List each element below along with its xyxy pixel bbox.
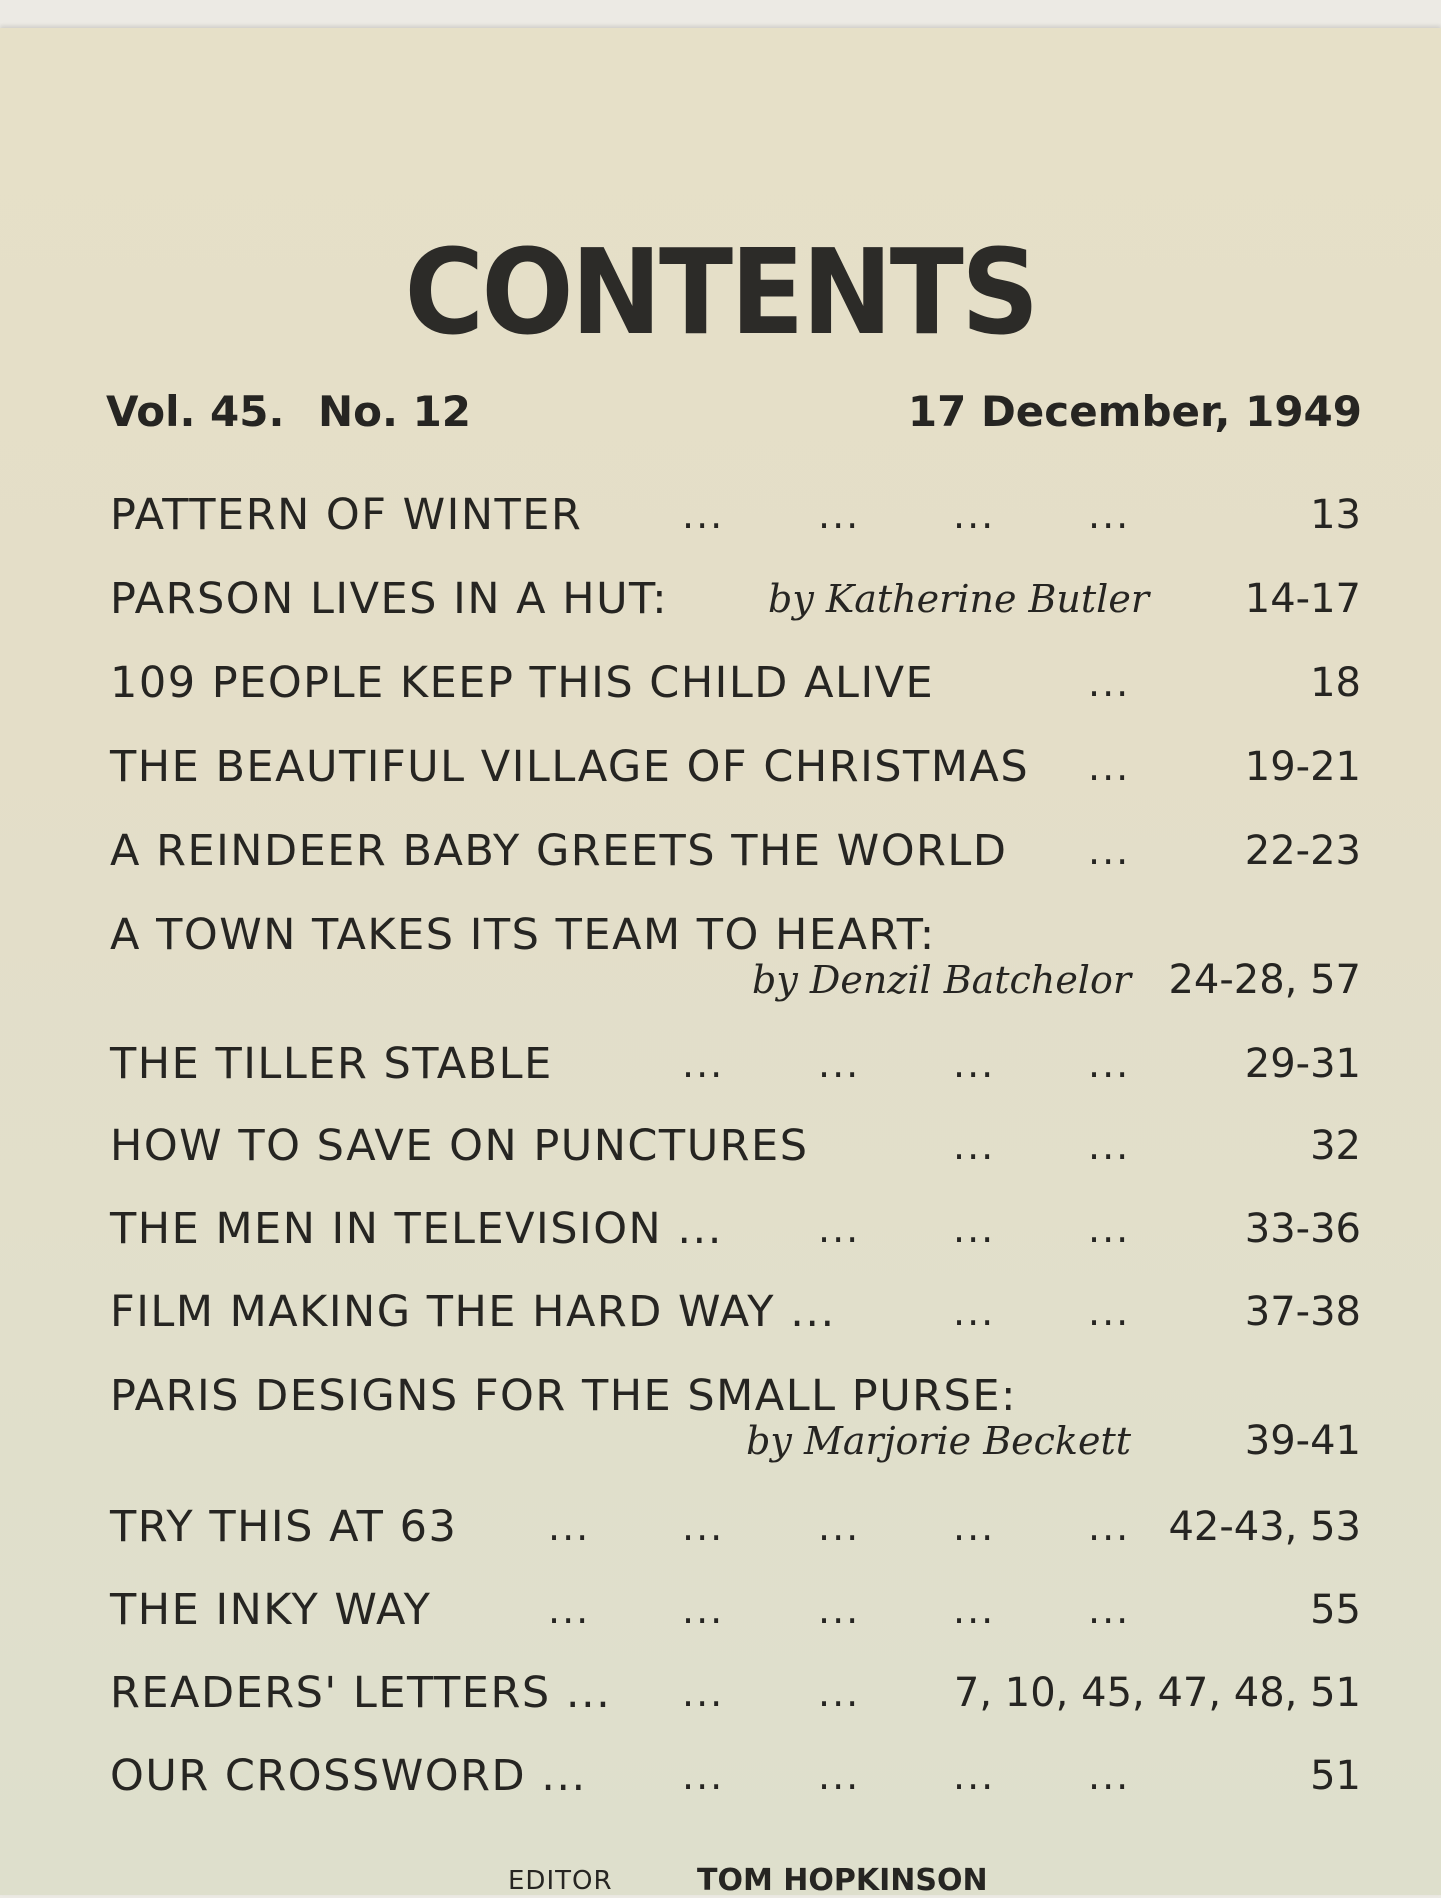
contents-title: CONTENTS [404, 223, 1037, 361]
issue-date: 17 December, 1949 [907, 387, 1362, 436]
leader-dots: ... [1088, 661, 1131, 705]
entry-title: FILM MAKING THE HARD WAY ... [110, 1287, 836, 1337]
leader-dots: ... [818, 1042, 861, 1086]
entry-title: PARSON LIVES IN A HUT: [110, 574, 669, 624]
contents-entry [110, 1204, 1361, 1254]
issue-number: No. 12 [318, 387, 472, 436]
leader-dots: ... [682, 1042, 725, 1086]
entry-title: READERS' LETTERS ... [110, 1668, 612, 1718]
contents-entry [110, 1371, 1361, 1421]
leader-dots: ... [1088, 1588, 1131, 1632]
entry-title: PATTERN OF WINTER [110, 490, 583, 540]
leader-dots: ... [818, 1754, 861, 1798]
entry-pages: 37-38 [1244, 1289, 1361, 1335]
leader-dots: ... [682, 493, 725, 537]
editor-credit [0, 1863, 1441, 1898]
entry-title: THE TILLER STABLE [110, 1039, 553, 1089]
leader-dots: ... [818, 1505, 861, 1549]
leader-dots: ... [953, 1042, 996, 1086]
contents-entry [110, 1668, 1361, 1718]
contents-entry [110, 1502, 1361, 1552]
entry-pages: 24-28, 57 [1168, 957, 1361, 1003]
entry-author: by Marjorie Beckett [746, 1419, 1131, 1463]
leader-dots: ... [682, 1588, 725, 1632]
entry-pages: 7, 10, 45, 47, 48, 51 [953, 1670, 1361, 1716]
leader-dots: ... [548, 1505, 591, 1549]
leader-dots: ... [818, 1671, 861, 1715]
entry-pages: 14-17 [1244, 576, 1361, 622]
entry-title: THE MEN IN TELEVISION ... [110, 1204, 723, 1254]
entry-pages: 29-31 [1244, 1041, 1361, 1087]
leader-dots: ... [1088, 1042, 1131, 1086]
leader-dots: ... [682, 1671, 725, 1715]
leader-dots: ... [1088, 1207, 1131, 1251]
entry-author: by Katherine Butler [768, 577, 1149, 621]
leader-dots: ... [818, 493, 861, 537]
entry-title: HOW TO SAVE ON PUNCTURES [110, 1121, 809, 1171]
entry-title: A TOWN TAKES ITS TEAM TO HEART: [110, 910, 936, 960]
entry-pages: 39-41 [1244, 1418, 1361, 1464]
contents-entry [110, 1751, 1361, 1801]
contents-entry [110, 574, 1361, 624]
leader-dots: ... [818, 1588, 861, 1632]
leader-dots: ... [953, 1290, 996, 1334]
entry-pages: 19-21 [1244, 744, 1361, 790]
contents-entry [110, 1121, 1361, 1171]
contents-entry [110, 742, 1361, 792]
contents-entry [110, 1039, 1361, 1089]
entry-title: THE BEAUTIFUL VILLAGE OF CHRISTMAS [110, 742, 1030, 792]
contents-entry [110, 490, 1361, 540]
entry-title: THE INKY WAY [110, 1585, 432, 1635]
contents-entry-byline [110, 955, 1361, 1005]
leader-dots: ... [1088, 829, 1131, 873]
leader-dots: ... [548, 1588, 591, 1632]
entry-pages: 32 [1310, 1123, 1361, 1169]
entry-pages: 22-23 [1244, 828, 1361, 874]
entry-pages: 51 [1310, 1753, 1361, 1799]
contents-entry-byline [110, 1416, 1361, 1466]
leader-dots: ... [1088, 1290, 1131, 1334]
leader-dots: ... [682, 1505, 725, 1549]
volume-label: Vol. 45. [106, 387, 285, 436]
entry-pages: 33-36 [1244, 1206, 1361, 1252]
leader-dots: ... [682, 1754, 725, 1798]
editor-label: EDITOR [508, 1866, 613, 1896]
leader-dots: ... [953, 1754, 996, 1798]
entry-author: by Denzil Batchelor [752, 958, 1131, 1002]
leader-dots: ... [1088, 745, 1131, 789]
leader-dots: ... [1088, 493, 1131, 537]
entry-title: TRY THIS AT 63 [110, 1502, 458, 1552]
contents-entry [110, 1287, 1361, 1337]
entry-pages: 13 [1310, 492, 1361, 538]
leader-dots: ... [953, 1124, 996, 1168]
editor-name: TOM HOPKINSON [697, 1863, 988, 1898]
leader-dots: ... [1088, 1754, 1131, 1798]
entry-title: 109 PEOPLE KEEP THIS CHILD ALIVE [110, 658, 935, 708]
leader-dots: ... [1088, 1124, 1131, 1168]
leader-dots: ... [818, 1207, 861, 1251]
contents-entry [110, 826, 1361, 876]
contents-entry [110, 658, 1361, 708]
entry-title: PARIS DESIGNS FOR THE SMALL PURSE: [110, 1371, 1018, 1421]
entry-pages: 42-43, 53 [1168, 1504, 1361, 1550]
leader-dots: ... [953, 493, 996, 537]
leader-dots: ... [953, 1505, 996, 1549]
contents-entry [110, 910, 1361, 960]
entry-title: OUR CROSSWORD ... [110, 1751, 587, 1801]
leader-dots: ... [953, 1588, 996, 1632]
leader-dots: ... [1088, 1505, 1131, 1549]
entry-pages: 18 [1310, 660, 1361, 706]
entry-pages: 55 [1310, 1587, 1361, 1633]
leader-dots: ... [953, 1207, 996, 1251]
contents-entry [110, 1585, 1361, 1635]
entry-title: A REINDEER BABY GREETS THE WORLD [110, 826, 1008, 876]
